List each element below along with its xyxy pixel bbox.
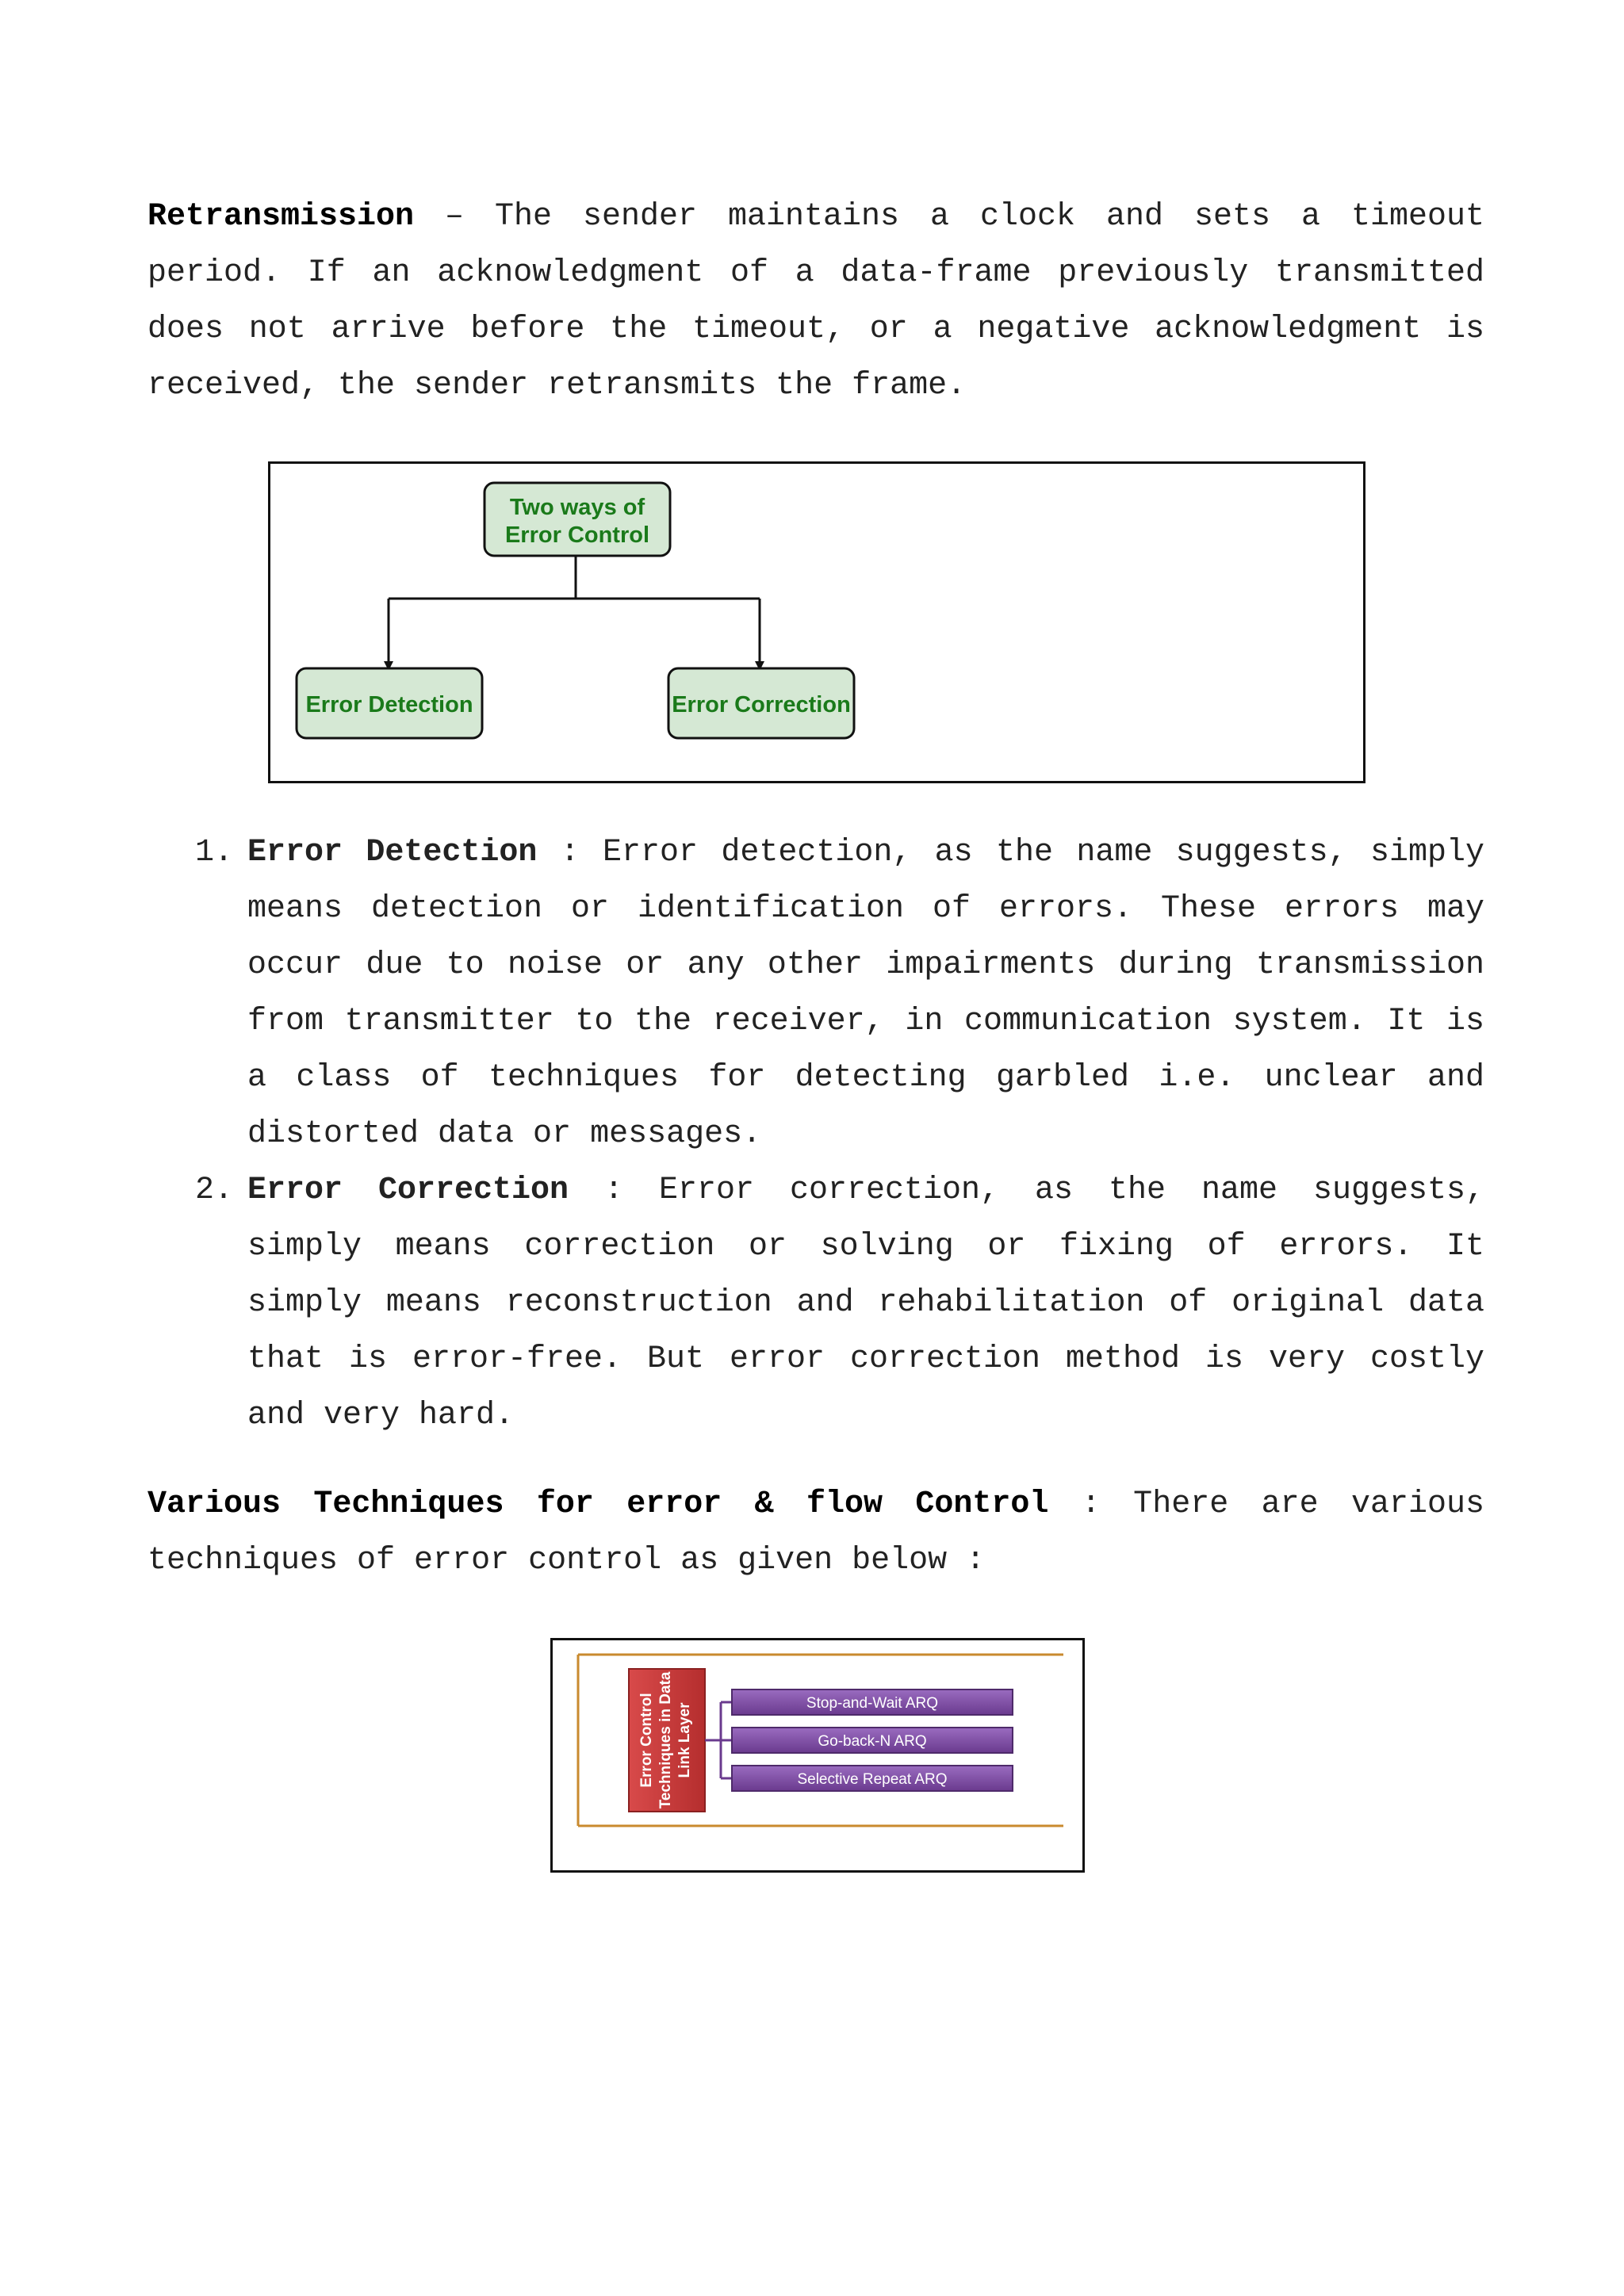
diagram-connectors (389, 556, 760, 666)
list-item-text: : Error detection, as the name suggests, simply means detection or identification of errors. These errors may occur due to noise or any other impairments during transmission from transmitter to the receiver, in communication system. It is a class of techniques for detecting garbled i.e. unclear and distorted data or messages. (247, 835, 1485, 1152)
retransmission-term: Retransmission (147, 199, 415, 235)
root-node-line2: Error Control (504, 522, 650, 548)
retransmission-text: – The sender maintains a clock and sets a timeout period. If an acknowledgment of a data-frame previously transmitted does not arrive before the timeout, or a negative acknowledgment is received, the sender retransmits the frame. (147, 199, 1484, 404)
error-control-diagram (268, 461, 1365, 783)
technique-item-selective-repeat (732, 1766, 1013, 1791)
techniques-root-line1: Error Control (638, 1693, 655, 1788)
error-correction-node (668, 668, 854, 738)
list-item-term: Error Correction (247, 1173, 569, 1208)
list-item-term: Error Detection (247, 835, 538, 871)
error-correction-node-label: Error Correction (672, 692, 851, 718)
technique-item-label: Go-back-N ARQ (818, 1733, 927, 1750)
techniques-term: Various Techniques for error & flow Control (147, 1487, 1049, 1522)
error-types-list (147, 825, 1484, 1444)
error-detection-node (297, 668, 482, 738)
techniques-paragraph (147, 1476, 1484, 1589)
technique-item-label: Stop-and-Wait ARQ (806, 1695, 939, 1712)
list-item (147, 825, 1484, 1162)
error-detection-node-label: Error Detection (305, 692, 473, 718)
techniques-diagram (550, 1638, 1085, 1873)
root-node (485, 483, 670, 556)
technique-item-label: Selective Repeat ARQ (797, 1771, 948, 1788)
techniques-connectors (705, 1702, 732, 1778)
techniques-root-box (629, 1669, 705, 1812)
root-node-line1: Two ways of (509, 495, 645, 520)
technique-item-go-back-n (732, 1728, 1013, 1753)
list-item (147, 1162, 1484, 1444)
techniques-root-line3: Link Layer (676, 1702, 693, 1778)
techniques-text: : There are various techniques of error control as given below : (147, 1487, 1484, 1578)
list-item-number: 1. (195, 835, 234, 871)
techniques-root-line2: Techniques in Data (657, 1671, 674, 1809)
retransmission-paragraph (147, 189, 1484, 414)
list-item-text: : Error correction, as the name suggests, simply means correction or solving or fixing of errors. It simply means reconstruction and rehabilitation of original data that is error-free. But error correction method is very costly and very hard. (247, 1173, 1485, 1433)
technique-item-stop-and-wait (732, 1689, 1013, 1715)
list-item-number: 2. (195, 1173, 234, 1208)
